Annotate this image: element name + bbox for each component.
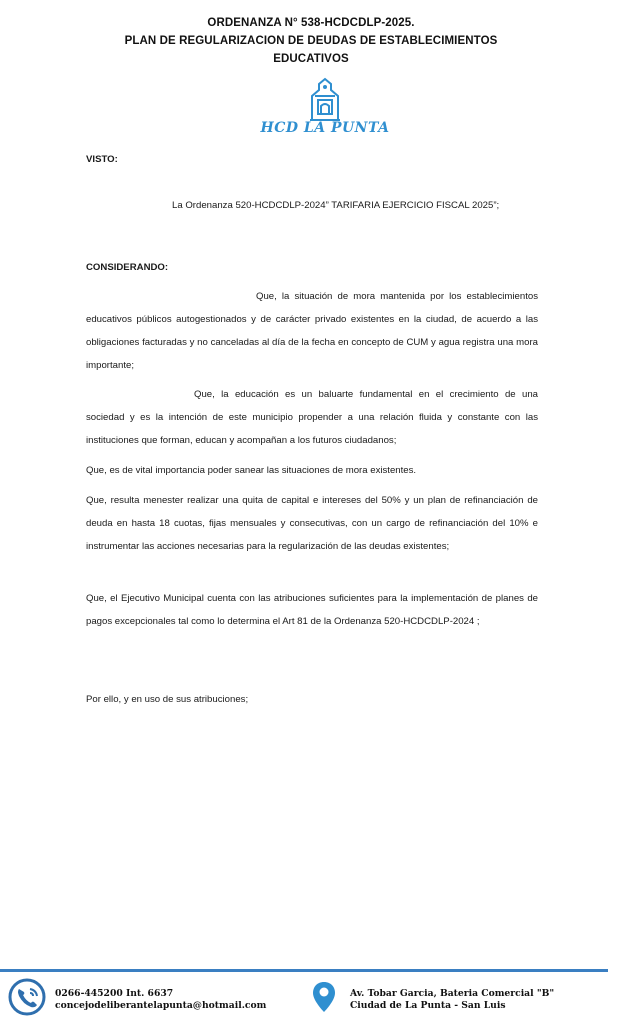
considerando-paragraph-4: Que, resulta menester realizar una quita de capital e intereses del 50% y un plan de refinanciación de deuda en hasta 18 cuotas, fijas mensuales y consecutivas, con un cargo de refinanciación del 10% e instrumentar las acciones necesarias para la regularización de las deudas existentes; xyxy=(86,495,538,552)
considerando-paragraph-2: Que, la educación es un baluarte fundamental en el crecimiento de una sociedad y es la intención de este municipio propender a una relación fluida y constante con las instituciones que forman, educan y acompañan a los futuros ciudadanos; xyxy=(86,389,538,446)
ordinance-subtitle: PLAN DE REGULARIZACION DE DEUDAS DE ESTABLECIMIENTOS xyxy=(124,35,498,47)
hcd-logo xyxy=(255,76,395,140)
considerando-paragraph-5: Que, el Ejecutivo Municipal cuenta con las atribuciones suficientes para la implementación de planes de pagos excepcionales tal como lo determina el Art 81 de la Ordenanza 520-HCDCDLP-2024 ; xyxy=(86,593,538,627)
footer-phone: 0266-445200 Int. 6637 xyxy=(55,988,174,999)
logo-text: HCD LA PUNTA xyxy=(260,120,390,136)
ordinance-title: ORDENANZA N° 538-HCDCDLP-2025. xyxy=(207,17,415,29)
phone-icon xyxy=(6,977,50,1017)
footer-divider xyxy=(0,969,608,972)
building-tower-icon xyxy=(255,76,395,122)
visto-label: VISTO: xyxy=(86,154,118,165)
footer-email: concejodeliberantelapunta@hotmail.com xyxy=(55,1000,267,1011)
ordinance-subtitle-2: EDUCATIVOS xyxy=(273,53,349,65)
location-pin-icon xyxy=(311,980,337,1014)
footer-address-1: Av. Tobar Garcia, Bateria Comercial "B" xyxy=(350,988,555,999)
footer-address-2: Ciudad de La Punta - San Luis xyxy=(350,1000,506,1011)
considerando-label: CONSIDERANDO: xyxy=(86,262,169,273)
visto-section xyxy=(86,154,538,165)
closing-text: Por ello, y en uso de sus atribuciones; xyxy=(86,694,249,705)
considerando-paragraph-1: Que, la situación de mora mantenida por los establecimientos educativos públicos autogestionados y de carácter privado existentes en la ciudad, de acuerdo a las obligaciones facturadas y no canceladas al día de la fecha en concepto de CUM y agua registra una mora importante; xyxy=(86,291,538,371)
considerando-paragraph-3: Que, es de vital importancia poder sanear las situaciones de mora existentes. xyxy=(86,465,417,476)
visto-text: La Ordenanza 520-HCDCDLP-2024” TARIFARIA EJERCICIO FISCAL 2025”; xyxy=(172,200,500,211)
